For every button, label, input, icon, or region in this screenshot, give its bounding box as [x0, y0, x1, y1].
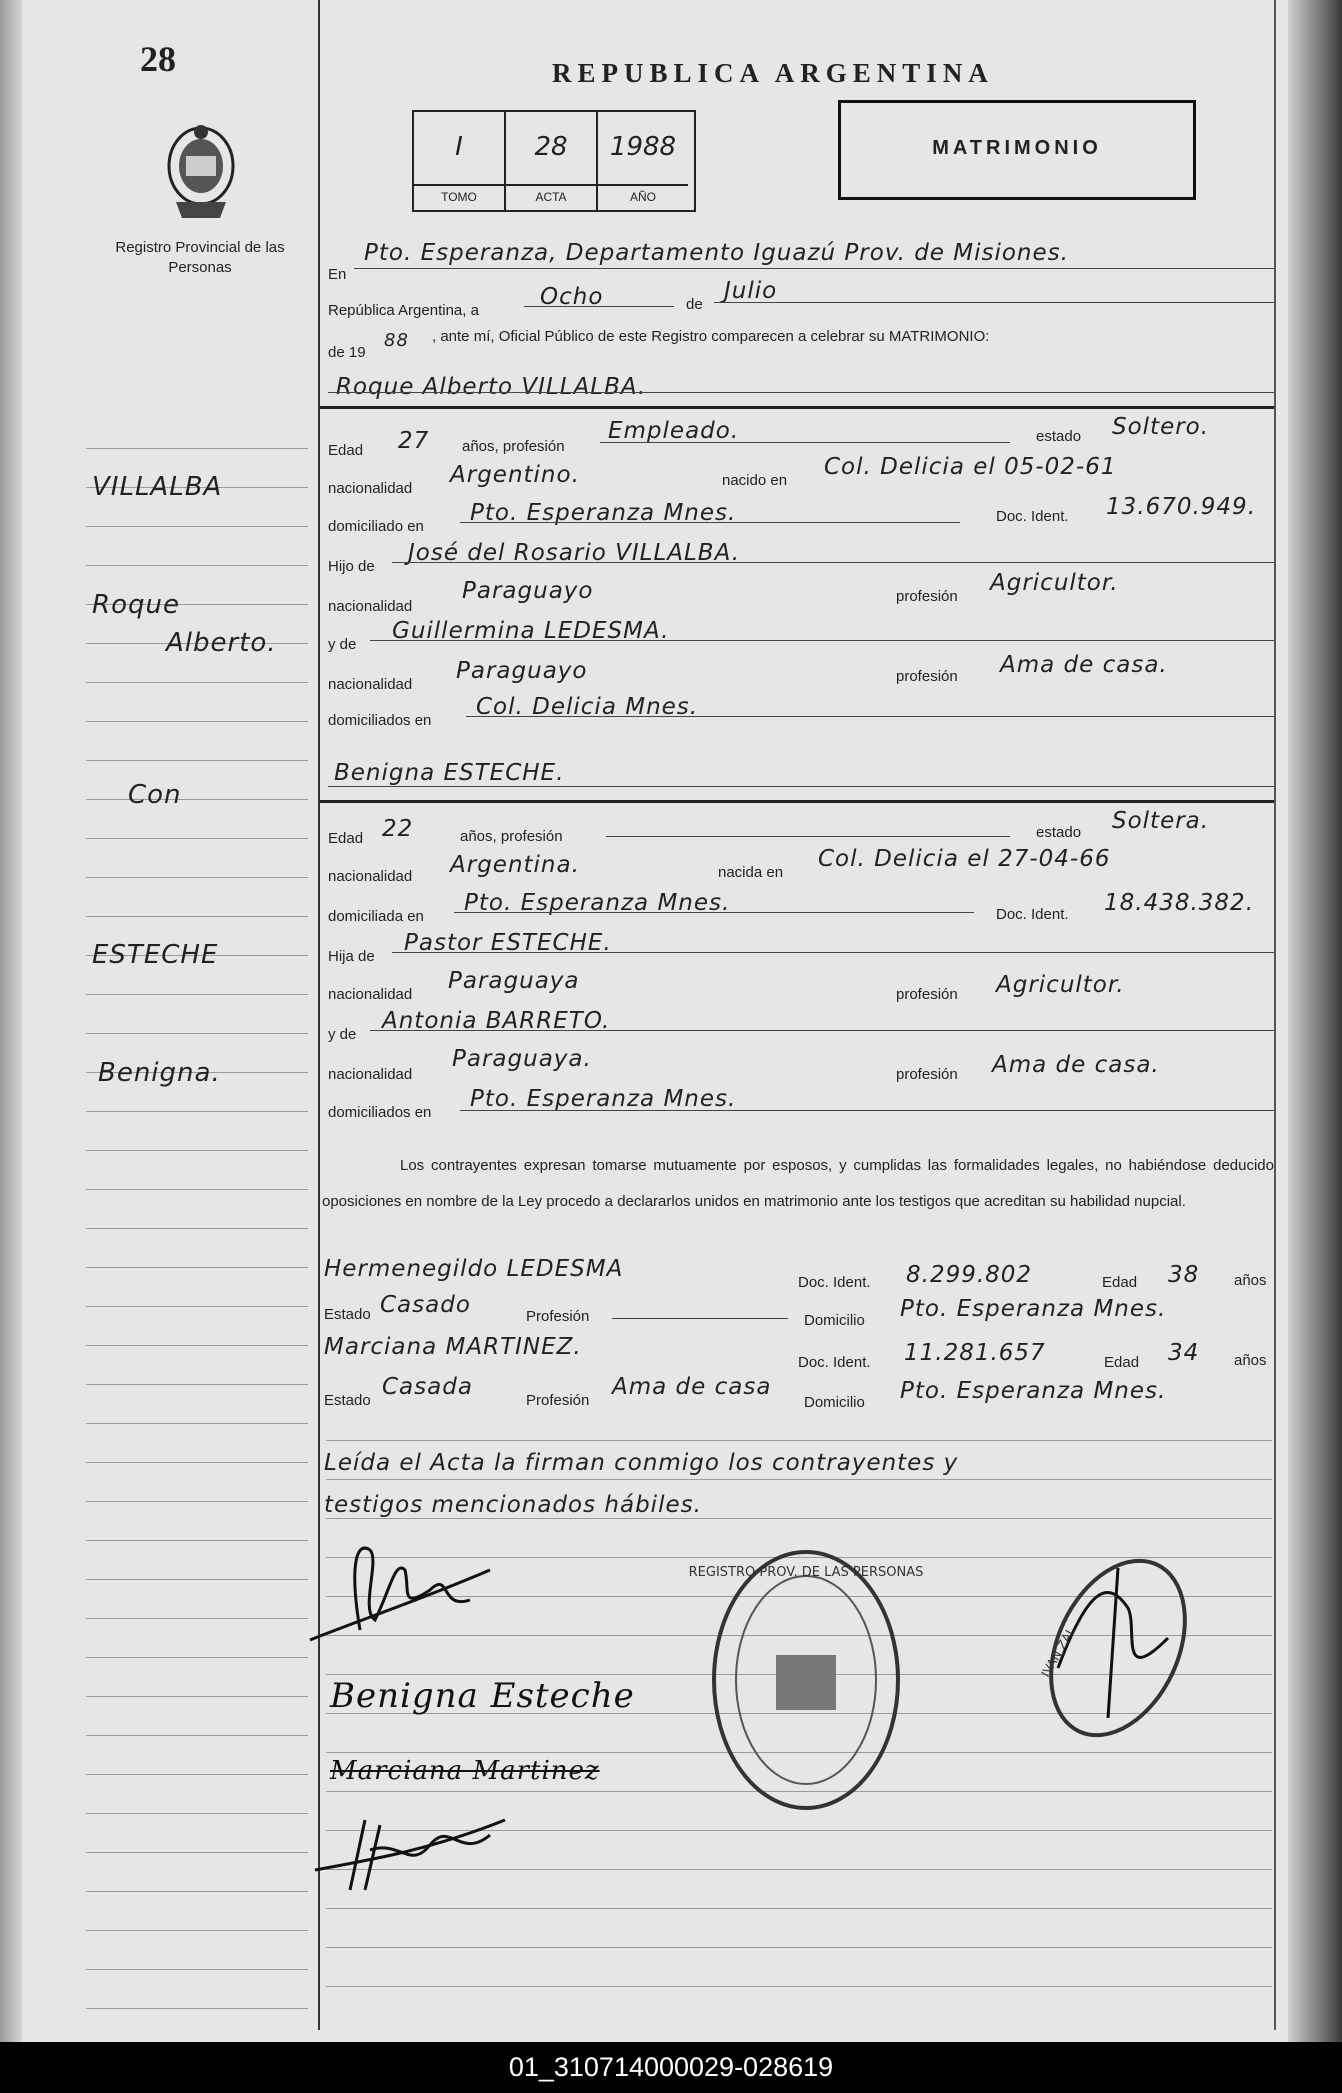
body-rule-line	[326, 1908, 1272, 1909]
bride-years-profession-label: años, profesión	[460, 828, 563, 845]
groom-and-of-label: y de	[328, 636, 357, 653]
day-line	[524, 306, 674, 307]
bride-mother: Antonia BARRETO.	[382, 1008, 611, 1034]
margin-with: Con	[128, 780, 182, 810]
groom-born-label: nacido en	[722, 472, 788, 489]
official-text: , ante mí, Oficial Público de este Registro comparecen a celebrar su MATRIMONIO:	[432, 328, 990, 345]
day-value: Ocho	[540, 284, 604, 310]
body-rule-line	[326, 1518, 1272, 1519]
groom-section-rule	[320, 406, 1274, 409]
bride-nationality: Argentina.	[450, 852, 580, 878]
witness-2-name: Marciana MARTINEZ.	[324, 1334, 582, 1360]
margin-groom-surname: VILLALBA	[92, 472, 223, 502]
groom-father-nationality: Paraguayo	[462, 578, 594, 604]
province-coat-of-arms-icon	[156, 118, 246, 224]
scan-id-bar: 01_310714000029-028619	[0, 2042, 1342, 2093]
witness-1-name: Hermenegildo LEDESMA	[324, 1256, 624, 1282]
bride-mother-line	[370, 1030, 1274, 1031]
bride-domicile-label: domiciliada en	[328, 908, 424, 925]
witness-1-profession-label: Profesión	[526, 1308, 590, 1325]
bride-profession-line	[606, 836, 1010, 837]
place-value: Pto. Esperanza, Departamento Iguazú Prov. de Misiones.	[364, 240, 1069, 266]
ref-cell-tomo	[414, 112, 504, 210]
margin-rule-line	[86, 1774, 308, 1775]
bride-name-line	[328, 786, 1274, 787]
margin-rule-line	[86, 1735, 308, 1736]
margin-rule-line	[86, 1111, 308, 1112]
groom-parents-domicile-label: domiciliados en	[328, 712, 432, 729]
page-number: 28	[140, 39, 176, 79]
bride-doc-label: Doc. Ident.	[996, 906, 1069, 923]
bride-nationality-label: nacionalidad	[328, 868, 413, 885]
bride-and-of-label: y de	[328, 1026, 357, 1043]
bride-father-nationality: Paraguaya	[448, 968, 580, 994]
margin-groom-given-2: Alberto.	[166, 628, 277, 658]
bride-father-profession-label: profesión	[896, 986, 958, 1003]
country-title: REPUBLICA ARGENTINA	[552, 58, 994, 88]
margin-rule-line	[86, 682, 308, 683]
witness-2-profession-label: Profesión	[526, 1392, 590, 1409]
year-prefix: de 19	[328, 344, 366, 361]
book-binding	[0, 0, 22, 2042]
margin-rule-line	[86, 1267, 308, 1268]
body-rule-line	[326, 1479, 1272, 1480]
left-margin-rule	[318, 0, 320, 2030]
margin-rule-line	[86, 1150, 308, 1151]
registry-seal-icon	[688, 1540, 924, 1820]
groom-doc-label: Doc. Ident.	[996, 508, 1069, 525]
ano-label: AÑO	[598, 184, 688, 204]
page-edge	[1288, 0, 1342, 2042]
witness-1-age: 38	[1168, 1262, 1200, 1288]
bride-parents-domicile-line	[460, 1110, 1274, 1111]
body-rule-line	[326, 1986, 1272, 1987]
margin-bride-given: Benigna.	[98, 1058, 221, 1088]
witness-2-domicile-label: Domicilio	[804, 1394, 865, 1411]
groom-name-line	[328, 392, 1274, 393]
right-margin-rule	[1274, 0, 1276, 2030]
margin-rule-line	[86, 1540, 308, 1541]
margin-rule-line	[86, 721, 308, 722]
witness-1-domicile: Pto. Esperanza Mnes.	[900, 1296, 1167, 1322]
groom-father-profession: Agricultor.	[990, 570, 1119, 596]
month-line	[714, 302, 1274, 303]
declaration-text: Los contrayentes expresan tomarse mutuamente por esposos, y cumplidas las formalidades legales, no habiéndose deducido oposiciones en nombre de la Ley procedo a declararlos unidos en matrimonio ante los testigos que acreditan su habilidad nupcial.	[322, 1157, 1274, 1210]
bride-age: 22	[382, 816, 414, 842]
en-label: En	[328, 266, 347, 283]
groom-mother-nationality: Paraguayo	[456, 658, 588, 684]
groom-mother-profession-label: profesión	[896, 668, 958, 685]
witness-1-domicile-label: Domicilio	[804, 1312, 865, 1329]
groom-parents-domicile: Col. Delicia Mnes.	[476, 694, 699, 720]
bride-parents-domicile: Pto. Esperanza Mnes.	[470, 1086, 737, 1112]
ano-value: 1988	[609, 132, 677, 162]
witness-1-status-label: Estado	[324, 1306, 371, 1323]
margin-rule-line	[86, 1969, 308, 1970]
margin-groom-given-1: Roque	[92, 590, 180, 620]
bride-born-label: nacida en	[718, 864, 784, 881]
margin-rule-line	[86, 1891, 308, 1892]
bride-full-name: Benigna ESTECHE.	[334, 760, 565, 786]
margin-rule-line	[86, 1501, 308, 1502]
groom-domicile: Pto. Esperanza Mnes.	[470, 500, 737, 526]
margin-rule-line	[86, 1462, 308, 1463]
bride-father-nationality-label: nacionalidad	[328, 986, 413, 1003]
groom-nationality-label: nacionalidad	[328, 480, 413, 497]
groom-mother-profession: Ama de casa.	[1000, 652, 1168, 678]
witness-2-doc: 11.281.657	[904, 1340, 1046, 1366]
witness-1-doc-label: Doc. Ident.	[798, 1274, 871, 1291]
margin-rule-line	[86, 1813, 308, 1814]
ref-cell-ano	[596, 112, 694, 210]
bride-birth: Col. Delicia el 27-04-66	[818, 846, 1111, 872]
witness-1-signature-icon	[310, 1800, 510, 1900]
groom-age-label: Edad	[328, 442, 364, 459]
groom-profession: Empleado.	[608, 418, 740, 444]
margin-rule-line	[86, 1306, 308, 1307]
margin-rule-line	[86, 1384, 308, 1385]
witness-2-age: 34	[1168, 1340, 1200, 1366]
groom-profession-line	[600, 442, 1010, 443]
bride-father: Pastor ESTECHE.	[404, 930, 612, 956]
groom-father: José del Rosario VILLALBA.	[408, 540, 741, 566]
groom-signature-icon	[300, 1530, 500, 1650]
margin-rule-line	[86, 1033, 308, 1034]
margin-rule-line	[86, 565, 308, 566]
margin-rule-line	[86, 877, 308, 878]
margin-rule-line	[86, 526, 308, 527]
de-label: de	[686, 296, 703, 313]
bride-mother-nationality-label: nacionalidad	[328, 1066, 413, 1083]
groom-nationality: Argentino.	[450, 462, 580, 488]
acta-label: ACTA	[506, 184, 596, 204]
groom-mother-line	[370, 640, 1274, 641]
closing-line-1: Leída el Acta la firman conmigo los contrayentes y	[324, 1450, 959, 1476]
act-type-box	[838, 100, 1196, 200]
margin-rule-line	[86, 838, 308, 839]
act-type: MATRIMONIO	[932, 137, 1102, 159]
groom-status: Soltero.	[1112, 414, 1210, 440]
witness-1-status: Casado	[380, 1292, 471, 1318]
margin-rule-line	[86, 799, 308, 800]
groom-mother-nationality-label: nacionalidad	[328, 676, 413, 693]
registry-name: Registro Provincial de las Personas	[115, 239, 285, 276]
bride-mother-profession-label: profesión	[896, 1066, 958, 1083]
witness-2-years-label: años	[1234, 1352, 1267, 1369]
tomo-label: TOMO	[414, 184, 504, 204]
margin-rule-line	[86, 1579, 308, 1580]
year-suffix: 88	[384, 330, 409, 351]
margin-rule-line	[86, 1852, 308, 1853]
witness-1-doc: 8.299.802	[906, 1262, 1033, 1288]
body-rule-line	[326, 1947, 1272, 1948]
groom-years-profession-label: años, profesión	[462, 438, 565, 455]
margin-rule-line	[86, 1228, 308, 1229]
bride-mother-profession: Ama de casa.	[992, 1052, 1160, 1078]
witness-2-age-label: Edad	[1104, 1354, 1140, 1371]
bride-domicile-line	[454, 912, 974, 913]
groom-father-profession-label: profesión	[896, 588, 958, 605]
republica-label: República Argentina, a	[328, 302, 479, 319]
groom-father-nationality-label: nacionalidad	[328, 598, 413, 615]
witness-2-status: Casada	[382, 1374, 473, 1400]
bride-age-label: Edad	[328, 830, 364, 847]
margin-rule-line	[86, 1345, 308, 1346]
margin-rule-line	[86, 448, 308, 449]
groom-mother: Guillermina LEDESMA.	[392, 618, 670, 644]
official-stamp-text: IVAN ZAL...	[1038, 1614, 1084, 1680]
witness-2-doc-label: Doc. Ident.	[798, 1354, 871, 1371]
witness-2-profession: Ama de casa	[612, 1374, 772, 1400]
bride-signature: Benigna Esteche	[330, 1676, 635, 1716]
margin-bride-surname: ESTECHE	[92, 940, 219, 970]
witness-2-domicile: Pto. Esperanza Mnes.	[900, 1378, 1167, 1404]
margin-rule-line	[86, 916, 308, 917]
margin-rule-line	[86, 1618, 308, 1619]
groom-doc: 13.670.949.	[1106, 494, 1256, 520]
body-rule-line	[326, 1440, 1272, 1441]
bride-father-line	[392, 952, 1274, 953]
bride-status: Soltera.	[1112, 808, 1210, 834]
bride-father-profession: Agricultor.	[996, 972, 1125, 998]
margin-rule-line	[86, 994, 308, 995]
witness-signature: Marciana Martinez	[330, 1756, 600, 1786]
groom-domicile-label: domiciliado en	[328, 518, 424, 535]
groom-status-label: estado	[1036, 428, 1082, 445]
groom-father-label: Hijo de	[328, 558, 375, 575]
margin-rule-line	[86, 1189, 308, 1190]
registry-seal-text: REGISTRO PROV. DE LAS PERSONAS	[688, 1565, 924, 1580]
groom-domicile-line	[460, 522, 960, 523]
margin-rule-line	[86, 1696, 308, 1697]
ref-cell-acta	[504, 112, 596, 210]
reference-box	[412, 110, 696, 212]
month-value: Julio	[724, 278, 778, 304]
bride-doc: 18.438.382.	[1104, 890, 1254, 916]
bride-section-rule	[320, 800, 1274, 803]
margin-rule-line	[86, 2008, 308, 2009]
bride-status-label: estado	[1036, 824, 1082, 841]
witness-1-profession-line	[612, 1318, 788, 1319]
groom-father-line	[392, 562, 1274, 563]
closing-line-2: testigos mencionados hábiles.	[324, 1492, 702, 1518]
groom-birth: Col. Delicia el 05-02-61	[824, 454, 1117, 480]
witness-1-age-label: Edad	[1102, 1274, 1138, 1291]
bride-domicile: Pto. Esperanza Mnes.	[464, 890, 731, 916]
tomo-value: I	[455, 132, 463, 162]
margin-rule-line	[86, 760, 308, 761]
place-line	[354, 268, 1274, 269]
bride-parents-domicile-label: domiciliados en	[328, 1104, 432, 1121]
groom-parents-domicile-line	[466, 716, 1274, 717]
margin-rule-line	[86, 1930, 308, 1931]
acta-value: 28	[534, 132, 568, 162]
witness-2-status-label: Estado	[324, 1392, 371, 1409]
margin-rule-line	[86, 1657, 308, 1658]
margin-rule-line	[86, 1423, 308, 1424]
groom-age: 27	[398, 428, 430, 454]
witness-1-years-label: años	[1234, 1272, 1267, 1289]
bride-father-label: Hija de	[328, 948, 375, 965]
groom-full-name: Roque Alberto VILLALBA.	[336, 374, 647, 400]
official-stamp-icon	[1018, 1548, 1198, 1748]
bride-mother-nationality: Paraguaya.	[452, 1046, 592, 1072]
